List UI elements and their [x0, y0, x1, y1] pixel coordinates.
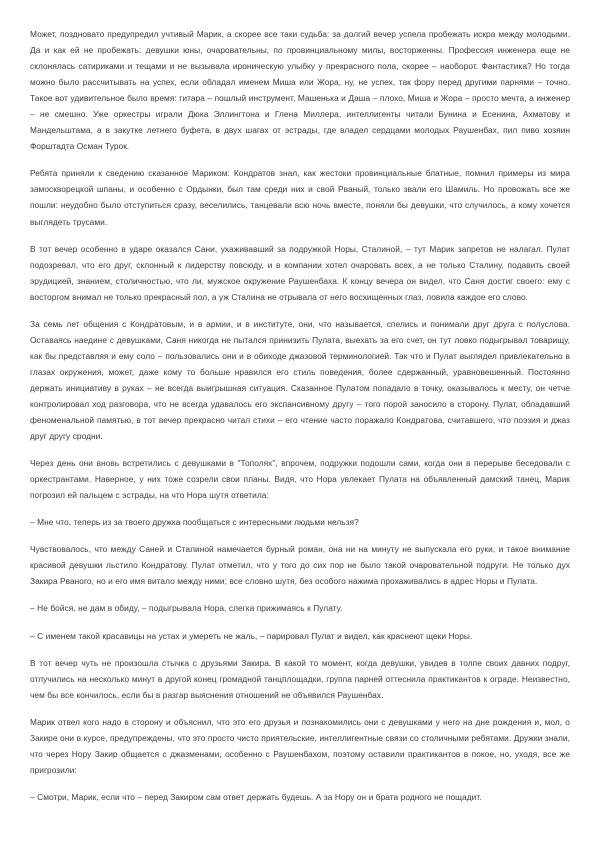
paragraph: В тот вечер чуть не произошла стычка с друзьями Закира. В какой то момент, когда девушки, увидев в толпе своих давних подруг, отлучились на несколько минут в другой конец громадной танцплощадки, группа парней оттеснила практикантов к ограде. Неизвестно, чем бы все кончилось, если бы в разгар выяснения отношений не объявился Раушенбах.: [30, 657, 570, 700]
paragraph: Может, поздновато предупредил учтивый Марик, а скорее все таки судьба: за долгий вечер успела пробежать искра между молодыми. Да и как ей не пробежать: девушки юны, очаровательны, по провинциальному милы, восторженны. Профессия инженера еще не склонялась сатириками и тещами и не вызывала ироническую улыбку у прекрасного пола, скорее – наоборот. Фантастика? Но тогда можно было рассчитывать на успех, если обладал именем Миша или Жора, ну, не успех, так фору перед другими парнями – точно. Такое вот удивительное было время: гитара – пошлый инструмент, Машенька и Даша – плохо, Миша и Жора – просто мечта, а инженер – не смешно. Уже оркестры играли Дюка Эллингтона и Глена Миллера, интеллигенты читали Бунина и Есенина, Ахматову и Мандельштама, а в закутке летнего буфета, в двух шагах от эстрады, где владел сердцами молодых Раушенбах, пил пиво хозяин Форштадта Осман Турок.: [30, 29, 570, 152]
paragraph: За семь лет общения с Кондратовым, и в армии, и в институте, они, что называется, спелись и понимали друг друга с полуслова. Оставаясь наедине с девушками, Саня никогда не пытался принизить Пулата, выехать за его счет, он тут ловко подыгрывал товарищу, как бы представляя и ему соло – пользовались они и в обиходе джазовой терминологией. Так что и Пулат выглядел привлекательно в глазах окружения, может, даже кому то больше нравился его стиль поведения, более сдержанный, уравновешенный. Постоянно держать инициативу в руках – не всегда выигрышная ситуация. Сказанное Пулатом попадало в точку, оказывалось к месту, он четче контролировал ход разговора, что не всегда удавалось его экспансивному другу – того порой заносило в сторону. Пулат, обладавший феноменальной памятью, в тот вечер прекрасно читал стихи – его чтение часто поражало Кондратова, считавшего, что поэзия и джаз друг другу сродни.: [30, 318, 570, 442]
dialogue-line: – Мне что, теперь из за твоего дружка пообщаться с интересными людьми нельзя?: [30, 517, 359, 528]
dialogue-line: – Не бойся, не дам в обиду, – подыгрывала Нора, слегка прижимаясь к Пулату.: [30, 603, 343, 614]
paragraph: Чувствовалось, что между Саней и Сталиной намечается бурный роман, она ни на минуту не выпускала его руки, и такое внимание красивой девушки льстило Кондратову. Пулат отметил, что у того до сих пор не было такой очаровательной подруги. Не только дух Закира Рваного, но и его имя витало между ними; все словно шутя, без особого нажима прохаживались в адрес Норы и Пулата.: [30, 544, 570, 587]
paragraph: Через день они вновь встретились с девушками в "Тополях", впрочем, подружки подошли сами, когда они в перерыве беседовали с оркестрантами. Наверное, у них тоже созрели свои планы. Видя, что Нора увлекает Пулата на объявленный дамский танец, Марик погрозил ей пальцем с эстрады, на что Нора шутя ответила:: [30, 458, 570, 501]
paragraph: Марик отвел кого надо в сторону и объяснил, что это его друзья и познакомились они с девушками у него на дне рождения и, мол, о Закире они в курсе, предупреждены, что это просто чисто приятельские, интеллигентные связи со столичными ребятами. Дружки знали, что через Нору Закир общается с джазменами, особенно с Раушенбахом, поэтому оставили практикантов в покое, но, уходя, все же пригрозили:: [30, 716, 570, 775]
paragraph: Ребята приняли к сведению сказанное Мариком: Кондратов знал, как жестоки провинциальные блатные, помнил примеры из мира замоскворецкой шпаны, и особенно с Ордынки, был там среди них и свой Рваный, только звали его Шамиль. Но провожать все же пошли: неудобно было отступиться сразу, веселились, танцевали всю ночь вместе, поняли бы девушки, что случилось, а кому хочется выглядеть трусами.: [30, 168, 570, 227]
paragraph: В тот вечер особенно в ударе оказался Сани, ухаживавший за подружкой Норы, Сталиной, – тут Марик запретов не налагал. Пулат подозревал, что его друг, склонный к лидерству повсюду, и в компании хотел очаровать всех, а не только Сталину, подавить своей эрудицией, знанием, столичностью, что ли, мужское окружение Раушенбаха. К концу вечера он видел, что Саня достиг своего: ему с восторгом внимал не только прекрасный пол, а уж Сталина не отрывала от него восхищенных глаз, ловила каждое его слово.: [30, 243, 570, 302]
dialogue-line: – С именем такой красавицы на устах и умереть не жаль, – парировал Пулат и видел, как краснеют щеки Норы.: [30, 630, 473, 641]
dialogue-line: – Смотри, Марик, если что – перед Закиром сам ответ держать будешь. А за Нору он и брата родного не пощадит.: [30, 791, 482, 802]
document-text-body: [30, 26, 570, 805]
